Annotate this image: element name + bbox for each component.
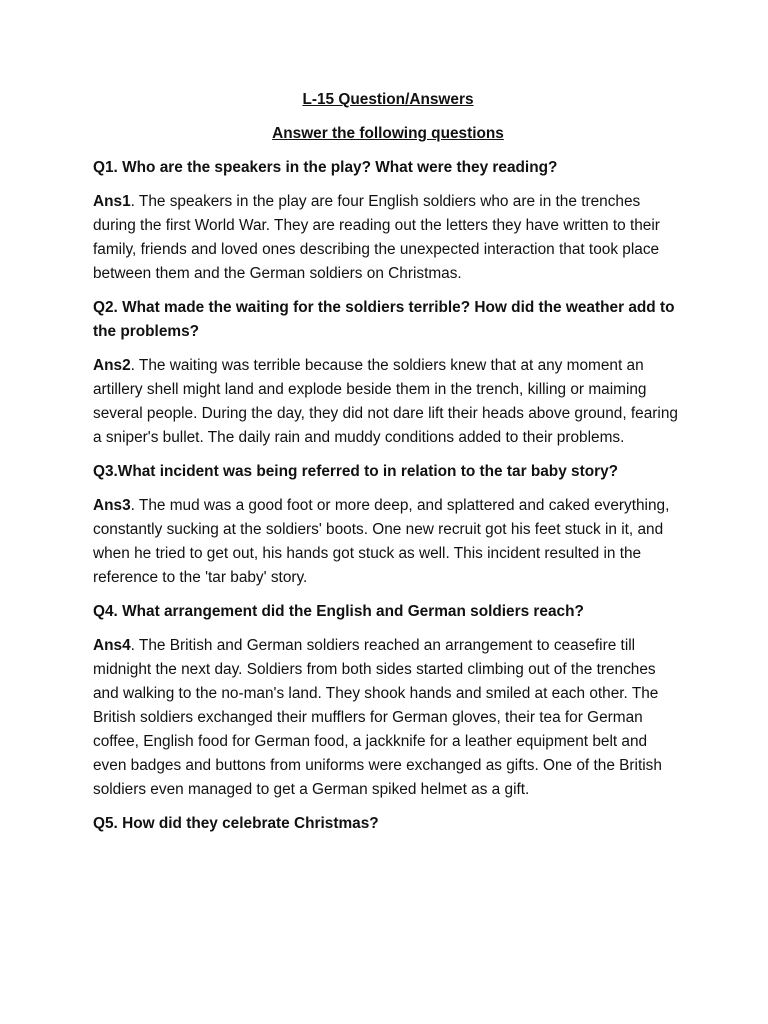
document-subtitle: Answer the following questions	[272, 125, 504, 142]
answer-3-text: . The mud was a good foot or more deep, and splattered and caked everything, constantly sucking at the soldiers' boots. One new recruit got his feet stuck in it, and when he tried to get out, his hands got stuck as well. This incident resulted in the reference to the 'tar baby' story.	[93, 497, 670, 586]
qa-item-4	[93, 600, 683, 802]
answer-1-text: . The speakers in the play are four English soldiers who are in the trenches during the first World War. They are reading out the letters they have written to their family, friends and loved ones describing the unexpected interaction that took place between them and the German soldiers on Christmas.	[93, 193, 660, 282]
question-2: Q2. What made the waiting for the soldiers terrible? How did the weather add to the problems?	[93, 299, 675, 340]
qa-item-3	[93, 460, 683, 590]
document-page	[93, 88, 683, 846]
answer-1	[93, 190, 683, 286]
document-title: L-15 Question/Answers	[302, 91, 474, 108]
answer-1-label: Ans1	[93, 193, 131, 210]
question-4: Q4. What arrangement did the English and German soldiers reach?	[93, 603, 584, 620]
answer-3	[93, 494, 683, 590]
qa-item-1	[93, 156, 683, 286]
qa-item-2	[93, 296, 683, 450]
answer-4-text: . The British and German soldiers reached an arrangement to ceasefire till midnight the next day. Soldiers from both sides started climbing out of the trenches and walking to the no-man's land. They shook hands and smiled at each other. The British soldiers exchanged their mufflers for German gloves, their tea for German coffee, English food for German food, a jackknife for a leather equipment belt and even badges and buttons from uniforms were exchanged as gifts. One of the British soldiers even managed to get a German spiked helmet as a gift.	[93, 637, 662, 798]
answer-4-label: Ans4	[93, 637, 131, 654]
answer-2	[93, 354, 683, 450]
question-5: Q5. How did they celebrate Christmas?	[93, 815, 379, 832]
answer-3-label: Ans3	[93, 497, 131, 514]
question-3: Q3.What incident was being referred to in relation to the tar baby story?	[93, 463, 619, 480]
answer-2-text: . The waiting was terrible because the soldiers knew that at any moment an artillery shell might land and explode beside them in the trench, killing or maiming several people. During the day, they did not dare lift their heads above ground, fearing a sniper's bullet. The daily rain and muddy conditions added to their problems.	[93, 357, 678, 446]
qa-item-5	[93, 812, 683, 836]
answer-4	[93, 634, 683, 802]
question-1: Q1. Who are the speakers in the play? What were they reading?	[93, 159, 558, 176]
answer-2-label: Ans2	[93, 357, 131, 374]
